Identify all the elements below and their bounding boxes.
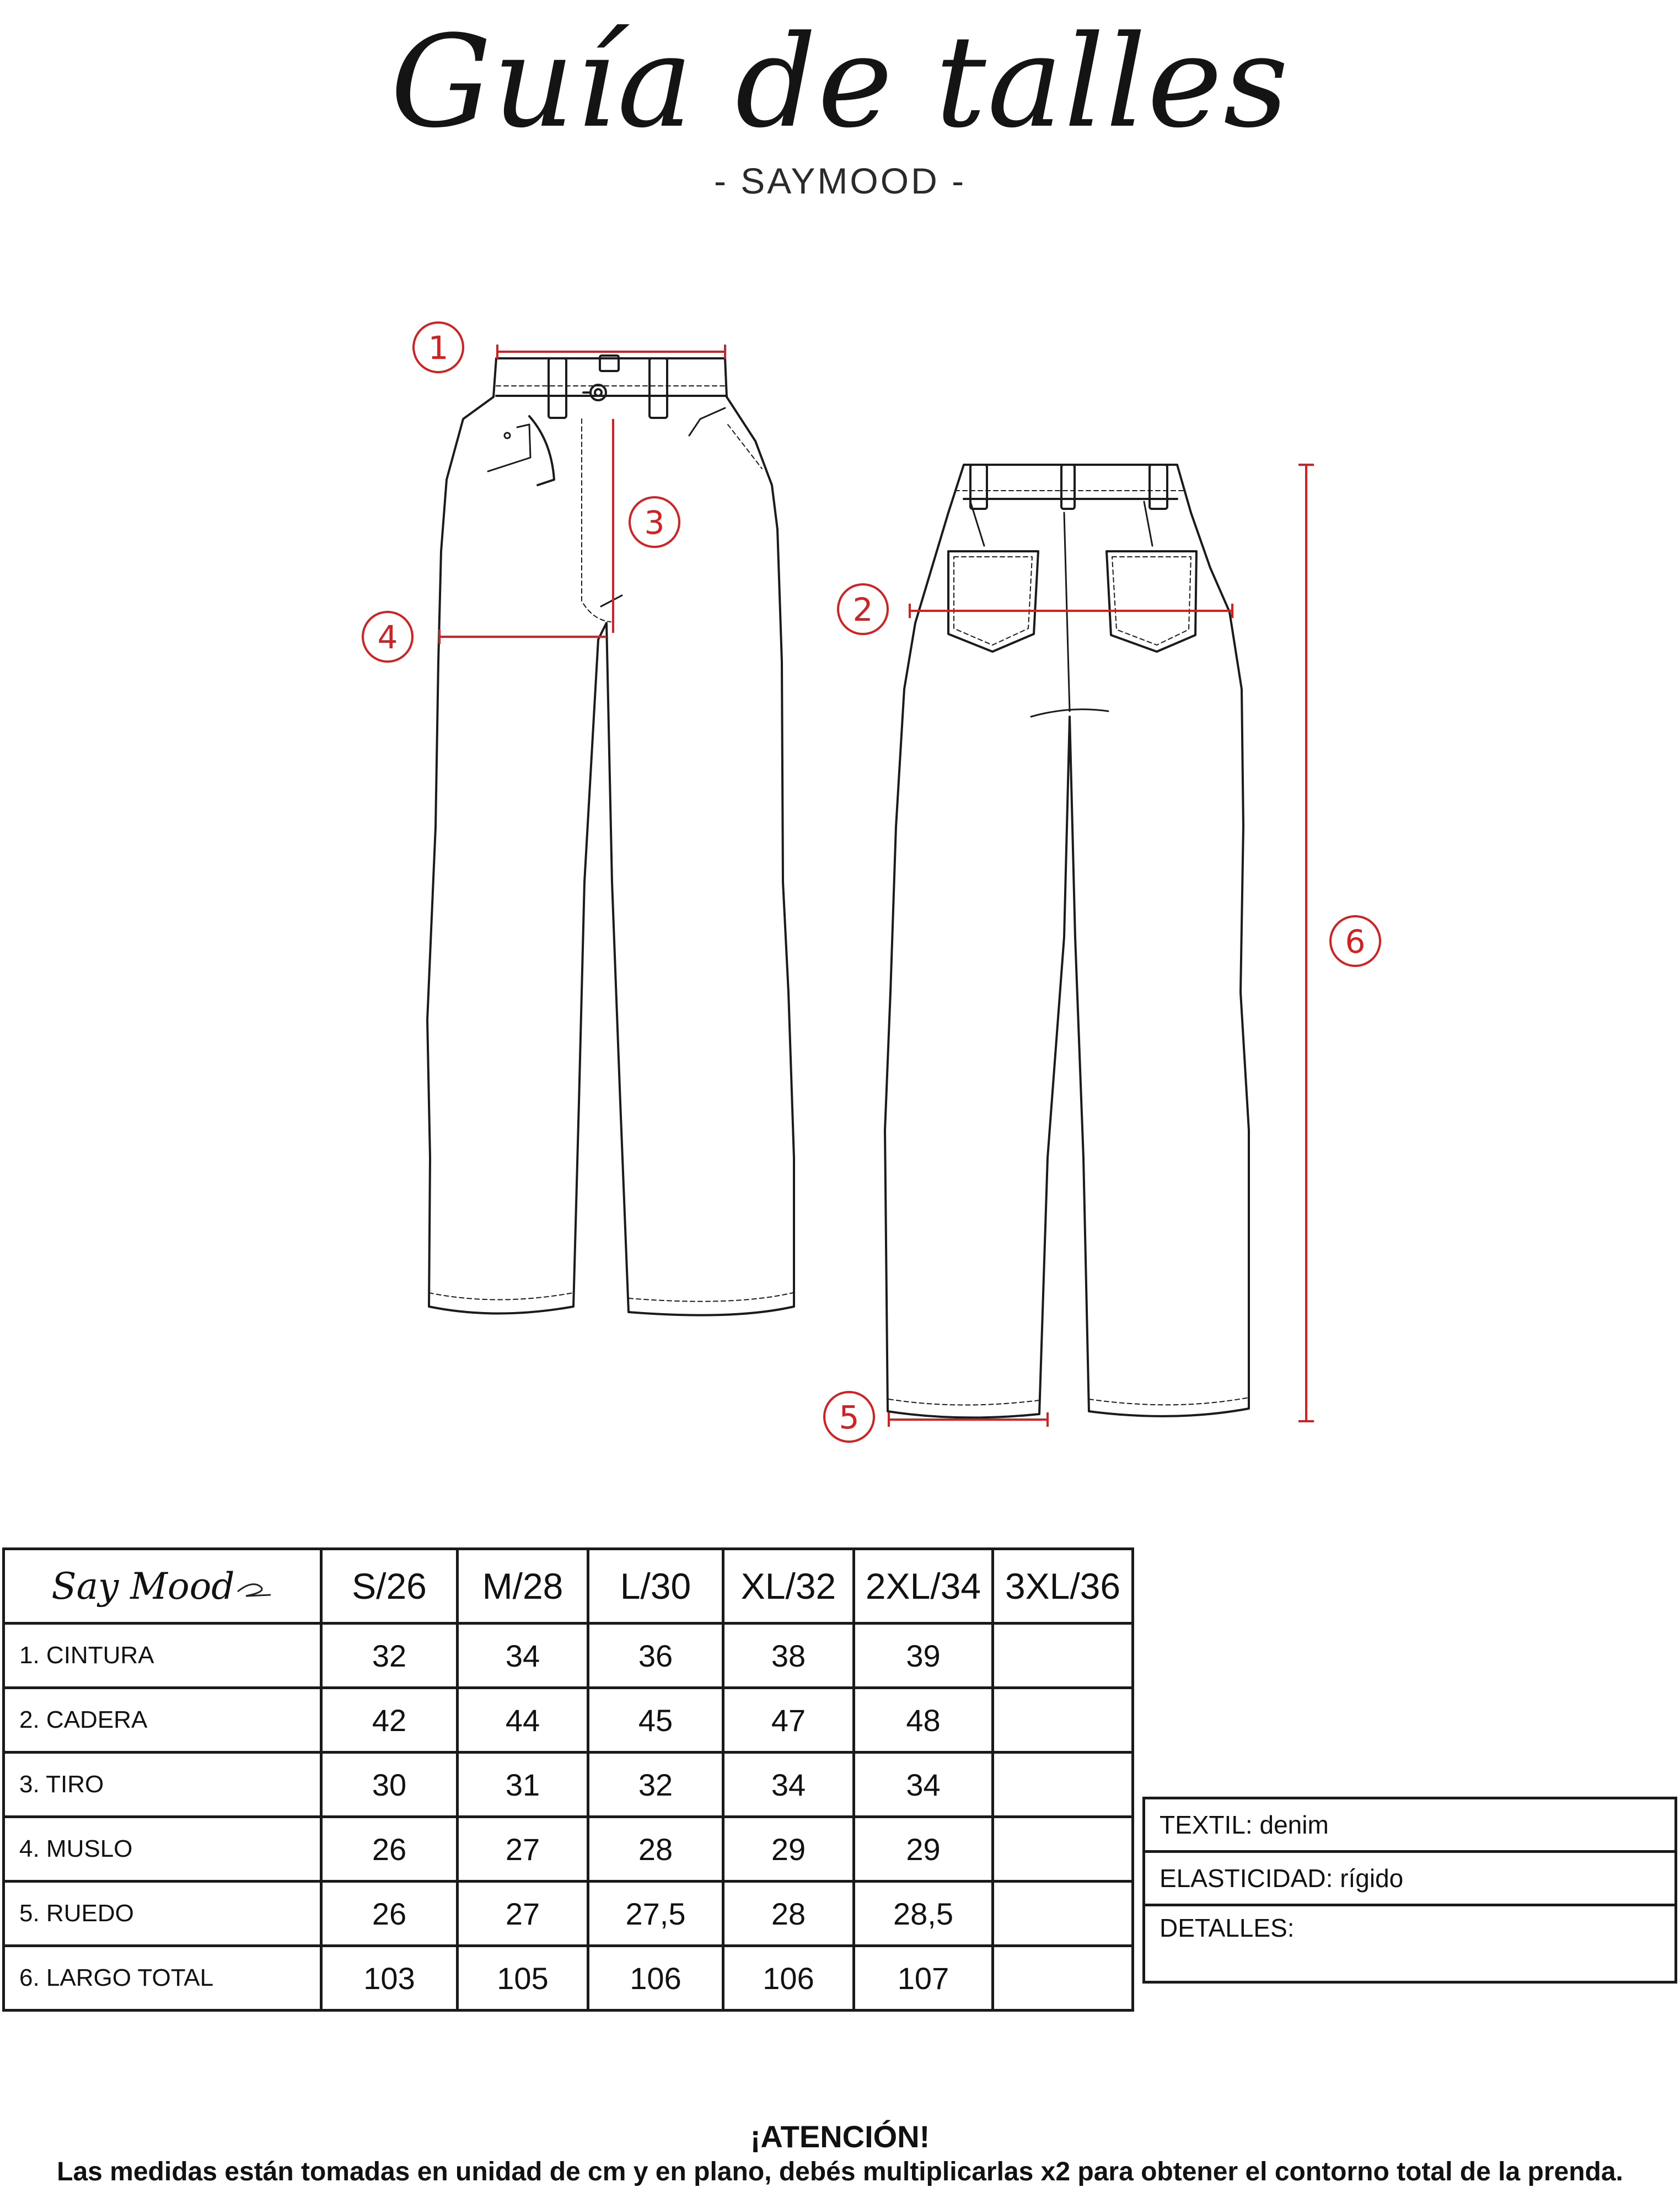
measure-value: 45: [588, 1688, 723, 1753]
marker-3: [630, 497, 679, 547]
measure-value: 26: [321, 1817, 458, 1882]
size-chart-table: [2, 1547, 1134, 2012]
measure-value: [993, 1817, 1133, 1882]
measure-value: [993, 1946, 1133, 2011]
row-label: 2. CADERA: [4, 1688, 321, 1753]
measure-value: 28: [723, 1882, 854, 1946]
measure-value: 32: [588, 1753, 723, 1817]
size-header: XL/32: [723, 1549, 854, 1624]
thigh-measure-line: [439, 630, 606, 644]
table-row: [4, 1624, 1133, 1688]
total-length-measure-line: [1298, 465, 1314, 1421]
marker-5: [824, 1392, 874, 1442]
measure-value: 26: [321, 1882, 458, 1946]
measure-value: 103: [321, 1946, 458, 2011]
table-header-row: [4, 1549, 1133, 1624]
measure-value: 106: [723, 1946, 854, 2011]
row-label: 1. CINTURA: [4, 1624, 321, 1688]
back-jeans-drawing: [885, 465, 1249, 1417]
details-info: DETALLES:: [1144, 1905, 1676, 1982]
measure-value: 39: [854, 1624, 993, 1688]
measure-value: 34: [723, 1753, 854, 1817]
attention-heading: ¡ATENCIÓN!: [750, 2119, 930, 2154]
front-jeans-drawing: [427, 356, 794, 1315]
table-row: [4, 1753, 1133, 1817]
measure-value: 107: [854, 1946, 993, 2011]
svg-text:3: 3: [644, 504, 665, 541]
fabric-details-table: [1142, 1797, 1677, 1984]
marker-4: [363, 612, 412, 662]
table-row: [4, 1688, 1133, 1753]
measure-value: 30: [321, 1753, 458, 1817]
hip-measure-line: [910, 604, 1232, 618]
page-title: Guía de talles: [390, 9, 1290, 156]
row-label: 5. RUEDO: [4, 1882, 321, 1946]
svg-text:1: 1: [428, 329, 449, 367]
table-row: [4, 1817, 1133, 1882]
table-row: [4, 1946, 1133, 2011]
signature-flourish-icon: [235, 1570, 273, 1603]
measure-value: [993, 1882, 1133, 1946]
svg-text:5: 5: [839, 1399, 860, 1436]
size-header: L/30: [588, 1549, 723, 1624]
measure-value: [993, 1753, 1133, 1817]
svg-text:4: 4: [377, 619, 398, 656]
brand-subtitle: - SAYMOOD -: [713, 160, 967, 201]
measure-value: 28,5: [854, 1882, 993, 1946]
size-header: 3XL/36: [993, 1549, 1133, 1624]
measure-value: 27: [458, 1817, 588, 1882]
svg-text:6: 6: [1345, 923, 1366, 960]
measure-value: 29: [854, 1817, 993, 1882]
row-label: 4. MUSLO: [4, 1817, 321, 1882]
measure-value: 32: [321, 1624, 458, 1688]
measure-value: 28: [588, 1817, 723, 1882]
measure-value: 48: [854, 1688, 993, 1753]
row-label: 3. TIRO: [4, 1753, 321, 1817]
brand-signature-text: Say Mood: [51, 1565, 235, 1608]
table-row: [4, 1882, 1133, 1946]
marker-2: [838, 584, 888, 634]
measure-value: 27,5: [588, 1882, 723, 1946]
waist-measure-line: [497, 345, 725, 359]
measure-value: [993, 1624, 1133, 1688]
marker-6: [1330, 916, 1380, 966]
size-header: M/28: [458, 1549, 588, 1624]
measure-value: 44: [458, 1688, 588, 1753]
attention-note: Las medidas están tomadas en unidad de cm y en plano, debés multiplicarlas x2 para obtener el contorno total de la prenda.: [57, 2157, 1623, 2186]
measure-value: 31: [458, 1753, 588, 1817]
measure-value: 42: [321, 1688, 458, 1753]
measure-value: [993, 1688, 1133, 1753]
brand-signature: [4, 1549, 321, 1624]
measure-value: 36: [588, 1624, 723, 1688]
measure-value: 105: [458, 1946, 588, 2011]
measure-value: 29: [723, 1817, 854, 1882]
svg-text:2: 2: [852, 591, 873, 628]
marker-1: [414, 323, 463, 372]
elasticity-info: ELASTICIDAD: rígido: [1144, 1852, 1676, 1905]
measure-value: 27: [458, 1882, 588, 1946]
measure-value: 34: [458, 1624, 588, 1688]
measure-value: 47: [723, 1688, 854, 1753]
row-label: 6. LARGO TOTAL: [4, 1946, 321, 2011]
size-header: 2XL/34: [854, 1549, 993, 1624]
measure-value: 34: [854, 1753, 993, 1817]
measure-value: 106: [588, 1946, 723, 2011]
size-header: S/26: [321, 1549, 458, 1624]
measure-value: 38: [723, 1624, 854, 1688]
textil-info: TEXTIL: denim: [1144, 1798, 1676, 1852]
